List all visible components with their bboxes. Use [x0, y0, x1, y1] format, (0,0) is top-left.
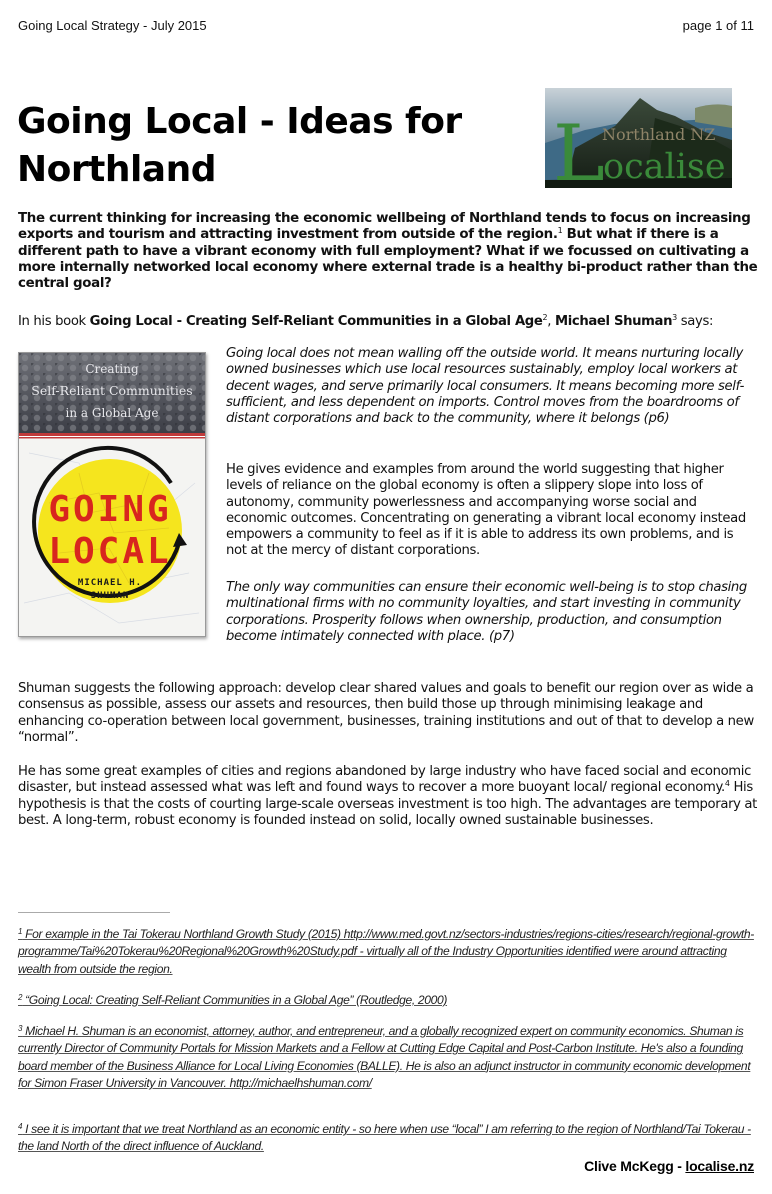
footnote-ref-1[interactable]: 1 — [557, 226, 563, 236]
logo-wordmark: ocalise — [603, 147, 726, 187]
paragraph-examples — [18, 764, 758, 829]
running-header-title: Going Local Strategy - July 2015 — [18, 18, 207, 33]
cover-subtitle-line3: in a Global Age — [65, 406, 159, 420]
intro-text-part2: But what if there is a different path to have a vibrant economy with full employment? What if we focussed on cultivating a more internally networked local economy where external trade is a healthy bi-product rather than the central goal? — [18, 227, 758, 292]
paragraph-approach: Shuman suggests the following approach: develop clear shared values and goals to benefit our region over as wide a consensus as possible, assess our assets and resources, then build those up through minimising leakage and enhancing co-operation between local government, businesses, training institutions and out of that to develop a new “normal”. — [18, 681, 754, 745]
signature-name: Clive McKegg - — [584, 1158, 686, 1174]
intro-paragraph — [18, 211, 758, 292]
footnote-2-text[interactable]: “Going Local: Creating Self-Reliant Communities in a Global Age” (Routledge, 2000) — [22, 993, 448, 1007]
footnote-3-number: 3 — [18, 1024, 23, 1033]
cover-subtitle-line2: Self-Reliant Communities — [31, 383, 193, 398]
logo-region-text: Northland NZ — [602, 125, 716, 144]
footnote-2[interactable] — [18, 992, 758, 1009]
footnote-ref-2[interactable]: 2 — [542, 313, 548, 322]
cover-author-line2: SHUMAN — [90, 591, 130, 601]
examples-text-part2: His hypothesis is that the costs of courting large-scale overseas investment is too high. The advantages are temporary at best. A long-term, robust economy is founded instead on solid, locally owned sustainable businesses. — [18, 780, 757, 828]
logo-landscape-image — [545, 88, 732, 188]
book-reference-line — [18, 314, 758, 330]
page-title: Going Local - Ideas for Northland — [17, 101, 462, 190]
intro-text-part1: The current thinking for increasing the economic wellbeing of Northland tends to focus on increasing exports and tourism and attracting investment from outside of the region. — [18, 211, 751, 243]
cover-title-line1: GOING — [48, 489, 172, 530]
footnote-2-number: 2 — [18, 993, 23, 1002]
quote-prosperity: The only way communities can ensure their economic well-being is to stop chasing multinational firms with no community loyalties, and start investing in community corporations. Prosperity follows when ownership, production, and consumption become intimately connected with place. (p7) — [226, 580, 747, 644]
book-line-suffix: says: — [676, 314, 714, 329]
examples-text-part1: He has some great examples of cities and regions abandoned by large industry who have faced social and economic disaster, but instead assessed what was left and found ways to recover a more buoyant local/ regional economy. — [18, 764, 752, 796]
signature-website-link[interactable]: localise.nz — [685, 1158, 754, 1174]
footnote-separator — [18, 912, 170, 913]
footnote-1[interactable] — [18, 926, 758, 978]
cover-title-line2: LOCAL — [48, 531, 172, 572]
footnote-4-number: 4 — [18, 1122, 23, 1131]
cover-subtitle-line1: Creating — [85, 362, 139, 376]
footnote-4[interactable] — [18, 1121, 758, 1156]
footnote-3-text[interactable]: Michael H. Shuman is an economist, attorney, author, and entrepreneur, and a globally recognized expert on community economics. Shuman is currently Director of Community Portals for Mission Markets and a Fellow at Cutting Edge Capital and Post-Carbon Institute. He's also a founding board member of the Business Alliance for Local Living Economies (BALLE). He is also an adjunct instructor in community economic development for Simon Fraser University in Vancouver. http://michaelhshuman.com/ — [18, 1024, 751, 1091]
footnote-1-text[interactable]: For example in the Tai Tokerau Northland Growth Study (2015) http://www.med.govt.nz/sectors-industries/regions-cities/research/regional-growth-programme/Tai%20Tokerau%20Regional%20Growth%20Study.pdf - virtually all of the Industry Opportunities identified were around attracting wealth from outside the region. — [18, 927, 754, 976]
paragraph-evidence: He gives evidence and examples from around the world suggesting that higher levels of reliance on the global economy is often a slippery slope into loss of autonomy, community powerlessness and accompanying worse social and economic outcomes. Concentrating on generating a vibrant local economy instead empowers a community to feel as if it is able to address its own problems, and is not at the mercy of distant corporations. — [226, 462, 746, 559]
footnote-ref-3[interactable]: 3 — [672, 313, 677, 322]
book-line-separator: , — [547, 314, 555, 329]
localise-logo — [545, 88, 732, 188]
footnote-4-text[interactable]: I see it is important that we treat Northland as an economic entity - so here when use “local” I am referring to the region of Northland/Tai Tokerau - the land North of the direct influence of Auckland. — [18, 1122, 751, 1154]
footnote-3[interactable] — [18, 1023, 758, 1093]
quote-going-local: Going local does not mean walling off the outside world. It means nurturing locally owned businesses which use local resources sustainably, employ local workers at decent wages, and serve primarily local consumers. It means becoming more self-sufficient, and less dependent on imports. Control moves from the boardrooms of distant corporations and back to the community, where it belongs (p6) — [226, 346, 745, 427]
author-name: Michael Shuman — [554, 314, 673, 329]
footnote-ref-4[interactable]: 4 — [724, 779, 730, 789]
book-line-prefix: In his book — [18, 314, 90, 329]
book-cover-image — [18, 352, 206, 637]
page-number: page 1 of 11 — [682, 18, 754, 33]
author-signature — [584, 1158, 754, 1174]
logo-big-letter: L — [553, 109, 605, 188]
footnote-1-number: 1 — [18, 927, 23, 936]
book-title: Going Local - Creating Self-Reliant Communities in a Global Age — [89, 314, 543, 329]
cover-author-line1: MICHAEL H. — [77, 578, 143, 588]
